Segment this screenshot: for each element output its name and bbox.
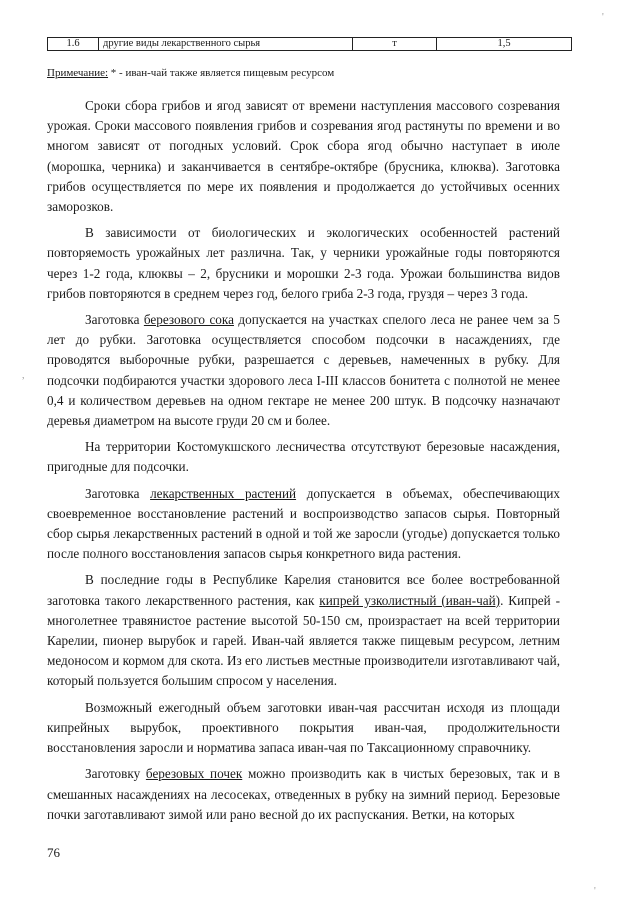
paragraph-text: В последние годы в Республике Карелия становится все более востребованной заготовка такого лекарственного растения, как [47, 572, 560, 608]
paragraph-text: Заготовка [85, 485, 151, 501]
row-name: другие виды лекарственного сырья [99, 38, 353, 51]
table-row [48, 38, 572, 51]
paragraph-text: допускается на участках спелого леса не ранее чем за 5 лет до рубки. Заготовка осуществляется способом подсочки в насаждениях, где проводятся выборочные рубки, разрешается с деревьев, намеченных в рубку. Для подсочки подбираются участки здорового леса I-III классов бонитета с полнотой не менее 0,4 и количеством деревьев на одном гектаре не менее 200 штук. В подсочку назначают деревья диаметром на высоте груди 20 см и более. [47, 312, 560, 429]
paragraph-no-birch-stands: На территории Костомукшского лесничества отсутствуют березовые насаждения, пригодные для подсочки. [47, 439, 560, 475]
table-note [47, 67, 334, 79]
row-number: 1.6 [48, 38, 99, 51]
paragraph-fireweed-volume: Возможный ежегодный объем заготовки иван-чая рассчитан исходя из площади кипрейных вырубок, проективного покрытия иван-чая, продолжительности восстановления заросли и норматива запаса иван-чая по Таксационному справочнику. [47, 699, 560, 756]
scan-speck: ' [602, 12, 604, 23]
paragraph-birch-sap [47, 310, 560, 431]
note-label: Примечание: [47, 67, 109, 79]
term-birch-buds: березовых почек [145, 766, 243, 782]
scan-speck: ' [594, 886, 596, 897]
scan-speck: , [22, 370, 25, 381]
paragraph-text: можно производить как в чистых березовых, так и в смешанных насаждениях на лесосеках, отведенных в рубку на зимний период. Березовые почки заготавливают зимой или рано весной до их распускания. Ветки, на которых [47, 766, 561, 822]
paragraph-text: Заготовка [85, 312, 144, 328]
paragraph-text: Заготовку [85, 766, 146, 782]
note-text: * - иван-чай также является пищевым ресурсом [108, 67, 335, 79]
paragraph-birch-buds [47, 764, 560, 825]
paragraph-fireweed [47, 570, 560, 691]
body-text [47, 96, 560, 831]
row-unit: т [353, 38, 437, 51]
term-fireweed: кипрей узколистный (иван-чай) [319, 592, 501, 608]
paragraph-harvest-timing: Сроки сбора грибов и ягод зависят от времени наступления массового созревания урожая. Сроки массового появления грибов и созревания ягод растянуты по времени и во многом зависят от погодных условий. Срок сбора ягод обычно наступает в июле (морошка, черника) и заканчивается в сентябре-октябре (брусника, клюква). Заготовка грибов осуществляется по мере их появления и продолжается до устойчивых осенних заморозков. [47, 98, 560, 215]
paragraph-yield-frequency: В зависимости от биологических и экологических особенностей растений повторяемость урожайных лет различна. Так, у черники урожайные годы повторяются через 1-2 года, клюквы – 2, брусники и морошки 2-3 года. Урожаи большинства видов грибов повторяются в среднем через год, белого гриба 2-3 года, груздя – через 3 года. [47, 225, 560, 301]
term-medicinal-plants: лекарственных растений [150, 485, 297, 501]
paragraph-text: . Кипрей - многолетнее травянистое растение высотой 50-150 см, произрастает на всей территории Карелии, пионер вырубок и гарей. Иван-чай является также пищевым ресурсом, летним медоносом и кормом для скота. Из его листьев местные производители изготавливают чай, который пользуется большим спросом у населения. [47, 592, 560, 689]
term-birch-sap: березового сока [143, 312, 234, 328]
page-number: 76 [47, 845, 60, 860]
resource-table [47, 37, 572, 51]
paragraph-medicinal-plants [47, 484, 560, 565]
paragraph-text: допускается в объемах, обеспечивающих своевременное восстановление растений и воспроизводство запасов сырья. Повторный сбор сырья лекарственных растений в одной и той же заросли (угодье) допускается только после полного восстановления запасов сырья конкретного вида растения. [47, 485, 560, 562]
row-value: 1,5 [437, 38, 572, 51]
